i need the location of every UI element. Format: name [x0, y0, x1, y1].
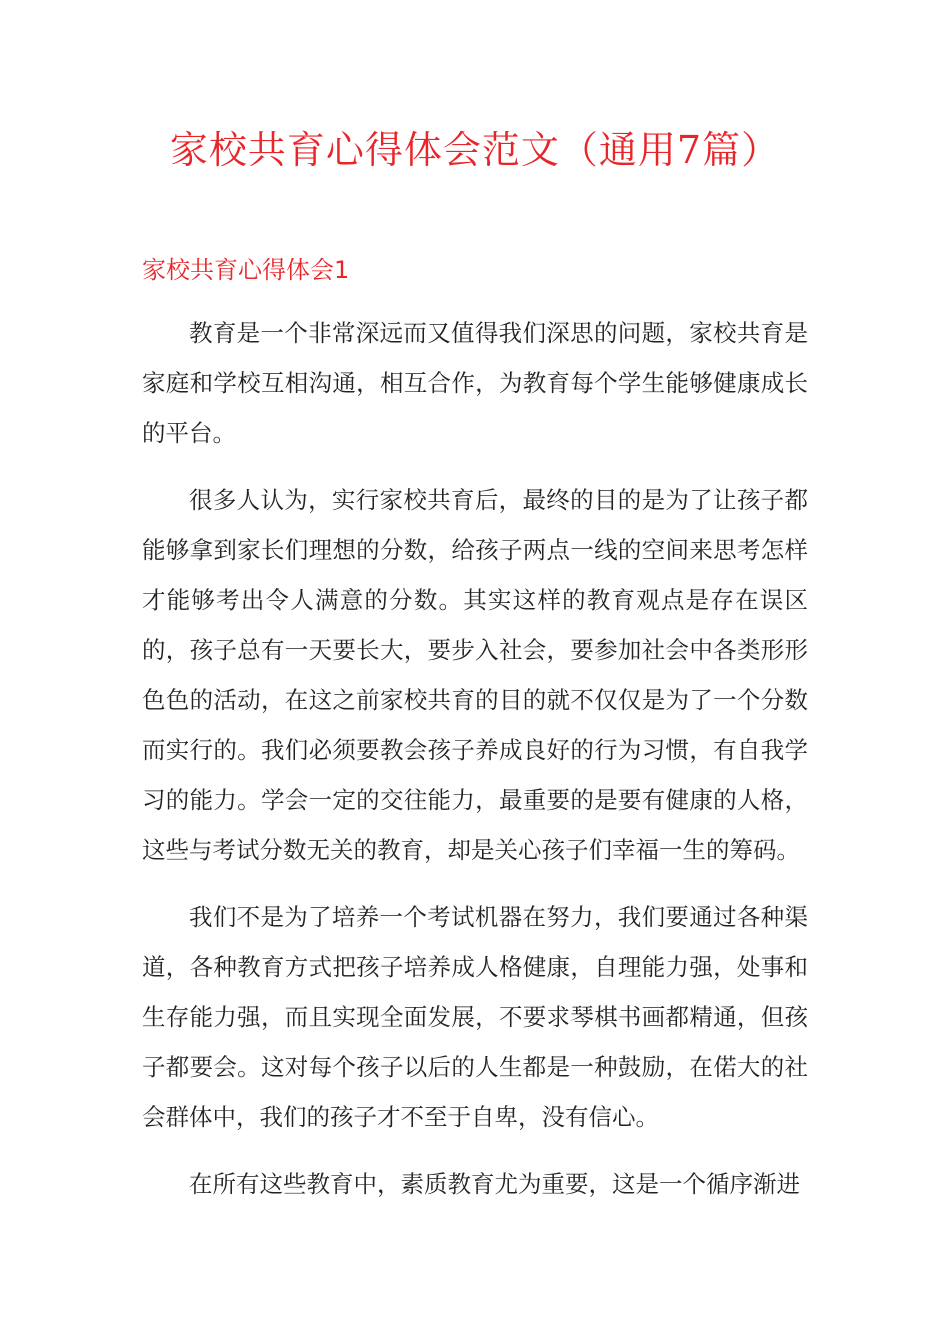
paragraph-1: 教育是一个非常深远而又值得我们深思的问题，家校共育是家庭和学校互相沟通，相互合作，为教育每个学生能够健康成长的平台。: [142, 319, 808, 447]
section-heading: 家校共育心得体会1: [142, 256, 350, 284]
document-body: [142, 308, 808, 1226]
paragraph-4: 在所有这些教育中，素质教育尤为重要，这是一个循序渐进: [189, 1170, 800, 1198]
document-title: 家校共育心得体会范文（通用7篇）: [169, 128, 781, 172]
paragraph-3: 我们不是为了培养一个考试机器在努力，我们要通过各种渠道，各种教育方式把孩子培养成人格健康，自理能力强，处事和生存能力强，而且实现全面发展，不要求琴棋书画都精通，但孩子都要会。这对每个孩子以后的人生都是一种鼓励，在偌大的社会群体中，我们的孩子才不至于自卑，没有信心。: [142, 903, 808, 1131]
paragraph-2: 很多人认为，实行家校共育后，最终的目的是为了让孩子都能够拿到家长们理想的分数，给孩子两点一线的空间来思考怎样才能够考出令人满意的分数。其实这样的教育观点是存在误区的，孩子总有一天要长大，要步入社会，要参加社会中各类形形色色的活动，在这之前家校共育的目的就不仅仅是为了一个分数而实行的。我们必须要教会孩子养成良好的行为习惯，有自我学习的能力。学会一定的交往能力，最重要的是要有健康的人格，这些与考试分数无关的教育，却是关心孩子们幸福一生的筹码。: [142, 486, 808, 864]
